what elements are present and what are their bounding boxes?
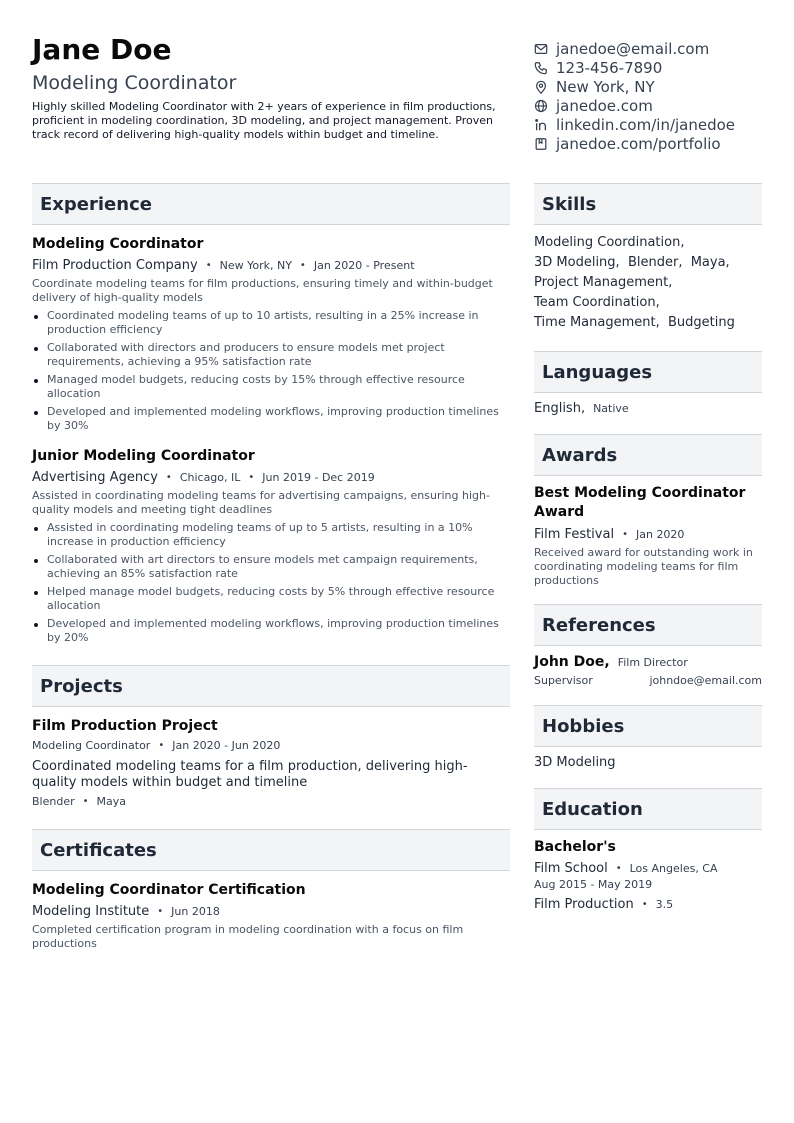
linkedin-icon bbox=[534, 118, 548, 132]
skill-tag: Team Coordination, bbox=[534, 295, 660, 310]
section-heading bbox=[32, 665, 510, 707]
skill-tag: Project Management, bbox=[534, 275, 673, 290]
gpa: 3.5 bbox=[655, 898, 674, 911]
certificates-heading: Certificates bbox=[40, 839, 157, 861]
project-meta bbox=[32, 737, 510, 755]
references-section bbox=[534, 604, 762, 687]
contact-list bbox=[534, 39, 774, 153]
education-meta bbox=[534, 860, 762, 878]
skill-tag: Blender, bbox=[627, 255, 683, 270]
language-level: Native bbox=[593, 402, 629, 415]
certificate-description: Completed certification program in modeling coordination with a focus on film productions bbox=[32, 923, 464, 950]
section-heading bbox=[534, 183, 762, 225]
reference-title: Film Director bbox=[617, 656, 688, 669]
projects-section bbox=[32, 665, 510, 811]
award-entry bbox=[534, 484, 762, 588]
section-heading bbox=[534, 434, 762, 476]
list-item: Coordinated modeling teams of up to 10 artists, resulting in a 25% increase in production efficiency bbox=[32, 309, 510, 337]
award-title: Best Modeling Coordinator Award bbox=[534, 485, 746, 520]
tool-tag: Maya bbox=[96, 795, 127, 808]
language-item bbox=[534, 401, 762, 416]
separator-dot: • bbox=[615, 863, 622, 874]
languages-section bbox=[534, 351, 762, 416]
contact-phone-text: 123-456-7890 bbox=[556, 58, 663, 77]
skills-section bbox=[534, 183, 762, 333]
separator-dot: • bbox=[205, 260, 212, 271]
education-dates: Aug 2015 - May 2019 bbox=[534, 878, 653, 891]
contact-phone[interactable] bbox=[534, 58, 774, 77]
education-heading: Education bbox=[542, 798, 643, 820]
portfolio-icon bbox=[534, 137, 548, 151]
job-dates: Jan 2020 - Present bbox=[313, 259, 415, 272]
separator-dot: • bbox=[622, 529, 628, 540]
certificate-title: Modeling Coordinator Certification bbox=[32, 882, 306, 898]
contact-portfolio[interactable] bbox=[534, 134, 774, 153]
skill-tag: 3D Modeling, bbox=[534, 255, 620, 270]
contact-location bbox=[534, 77, 774, 96]
awards-heading: Awards bbox=[542, 444, 618, 466]
job-title: Modeling Coordinator bbox=[32, 236, 204, 252]
contact-website[interactable] bbox=[534, 96, 774, 115]
contact-linkedin-text: linkedin.com/in/janedoe bbox=[556, 115, 736, 134]
certificate-issuer: Modeling Institute bbox=[32, 904, 150, 919]
project-entry bbox=[32, 717, 510, 811]
project-description: Coordinated modeling teams for a film production, delivering high-quality models within budget and timeline bbox=[32, 759, 468, 790]
hobbies-heading: Hobbies bbox=[542, 715, 625, 737]
project-title: Film Production Project bbox=[32, 718, 218, 734]
degree: Bachelor's bbox=[534, 839, 616, 855]
job-description: Coordinate modeling teams for film productions, ensuring timely and within-budget delivery of high-quality models bbox=[32, 277, 493, 304]
award-description: Received award for outstanding work in coordinating modeling teams for film productions bbox=[534, 546, 753, 587]
contact-linkedin[interactable] bbox=[534, 115, 774, 134]
globe-icon bbox=[534, 99, 548, 113]
section-heading bbox=[534, 351, 762, 393]
reference-header bbox=[534, 654, 762, 670]
reference-email[interactable]: johndoe@email.com bbox=[649, 674, 762, 687]
separator-dot: • bbox=[157, 906, 164, 917]
award-meta bbox=[534, 526, 762, 544]
list-item: Developed and implemented modeling workflows, improving production timelines by 30% bbox=[32, 405, 510, 433]
certificates-section bbox=[32, 829, 510, 951]
section-heading bbox=[534, 788, 762, 830]
company: Film Production Company bbox=[32, 258, 198, 273]
section-heading bbox=[32, 183, 510, 225]
certificate-meta bbox=[32, 903, 510, 921]
experience-entry bbox=[32, 447, 510, 645]
school: Film School bbox=[534, 861, 608, 876]
skill-tag: Time Management, bbox=[534, 315, 660, 330]
language-name: English, bbox=[534, 401, 586, 416]
award-date: Jan 2020 bbox=[635, 528, 685, 541]
contact-location-text: New York, NY bbox=[556, 77, 655, 96]
right-column bbox=[534, 183, 762, 914]
company: Advertising Agency bbox=[32, 470, 158, 485]
list-item: Collaborated with art directors to ensure models met campaign requirements, achieving an 85% satisfaction rate bbox=[32, 553, 510, 581]
list-item: Helped manage model budgets, reducing costs by 5% through effective resource allocation bbox=[32, 585, 510, 613]
list-item: Collaborated with directors and producers to ensure models met project requirements, achieving a 95% satisfaction rate bbox=[32, 341, 510, 369]
list-item: Managed model budgets, reducing costs by 15% through effective resource allocation bbox=[32, 373, 510, 401]
references-heading: References bbox=[542, 614, 656, 636]
award-issuer: Film Festival bbox=[534, 527, 615, 542]
job-bullets bbox=[32, 309, 510, 433]
education-section bbox=[534, 788, 762, 914]
education-entry bbox=[534, 838, 762, 914]
reference-entry bbox=[534, 654, 762, 687]
skills-heading: Skills bbox=[542, 193, 597, 215]
job-description: Assisted in coordinating modeling teams for advertising campaigns, ensuring high-quality models and meeting tight deadlines bbox=[32, 489, 490, 516]
candidate-name: Jane Doe bbox=[32, 33, 172, 66]
education-field-row bbox=[534, 896, 762, 914]
awards-section bbox=[534, 434, 762, 588]
field-of-study: Film Production bbox=[534, 897, 634, 912]
separator-dot: • bbox=[82, 796, 89, 807]
job-meta bbox=[32, 257, 510, 275]
languages-heading: Languages bbox=[542, 361, 653, 383]
experience-section bbox=[32, 183, 510, 645]
job-dates: Jun 2019 - Dec 2019 bbox=[262, 471, 375, 484]
experience-entry bbox=[32, 235, 510, 433]
project-dates: Jan 2020 - Jun 2020 bbox=[172, 739, 281, 752]
reference-details bbox=[534, 674, 762, 687]
contact-portfolio-text: janedoe.com/portfolio bbox=[556, 134, 721, 153]
left-column bbox=[32, 183, 510, 951]
separator-dot: • bbox=[299, 260, 306, 271]
list-item: Assisted in coordinating modeling teams of up to 5 artists, resulting in a 10% increase in production efficiency bbox=[32, 521, 510, 549]
projects-heading: Projects bbox=[40, 675, 123, 697]
skill-tag: Modeling Coordination, bbox=[534, 235, 685, 250]
separator-dot: • bbox=[158, 740, 165, 751]
skills-list bbox=[534, 233, 762, 333]
section-heading bbox=[32, 829, 510, 871]
separator-dot: • bbox=[641, 899, 648, 910]
resume-header bbox=[32, 34, 502, 142]
skill-tag: Maya, bbox=[690, 255, 730, 270]
experience-heading: Experience bbox=[40, 193, 152, 215]
hobby-item: 3D Modeling bbox=[534, 755, 616, 770]
list-item: Developed and implemented modeling workflows, improving production timelines by 20% bbox=[32, 617, 510, 645]
certificate-date: Jun 2018 bbox=[171, 905, 220, 918]
section-heading bbox=[534, 705, 762, 747]
summary: Highly skilled Modeling Coordinator with 2+ years of experience in film productions, proficient in modeling coordination, 3D modeling, and project management. Proven track record of delivering high-quality models within budget and timeline. bbox=[32, 100, 496, 141]
job-title: Junior Modeling Coordinator bbox=[32, 448, 255, 464]
job-bullets bbox=[32, 521, 510, 645]
reference-relation: Supervisor bbox=[534, 674, 593, 687]
map-pin-icon bbox=[534, 80, 548, 94]
tool-tag: Blender bbox=[32, 795, 75, 808]
hobbies-section bbox=[534, 705, 762, 770]
separator-dot: • bbox=[165, 472, 172, 483]
job-location: Chicago, IL bbox=[179, 471, 241, 484]
section-heading bbox=[534, 604, 762, 646]
school-location: Los Angeles, CA bbox=[629, 862, 718, 875]
project-role: Modeling Coordinator bbox=[32, 739, 151, 752]
phone-icon bbox=[534, 61, 548, 75]
job-meta bbox=[32, 469, 510, 487]
contact-email-text: janedoe@email.com bbox=[556, 39, 710, 58]
reference-name: John Doe, bbox=[534, 654, 610, 670]
certificate-entry bbox=[32, 881, 510, 951]
job-location: New York, NY bbox=[219, 259, 292, 272]
mail-icon bbox=[534, 42, 548, 56]
candidate-title: Modeling Coordinator bbox=[32, 72, 237, 94]
project-tools bbox=[32, 793, 510, 811]
contact-website-text: janedoe.com bbox=[556, 96, 653, 115]
skill-tag: Budgeting bbox=[667, 315, 735, 330]
separator-dot: • bbox=[248, 472, 255, 483]
contact-email[interactable] bbox=[534, 39, 774, 58]
